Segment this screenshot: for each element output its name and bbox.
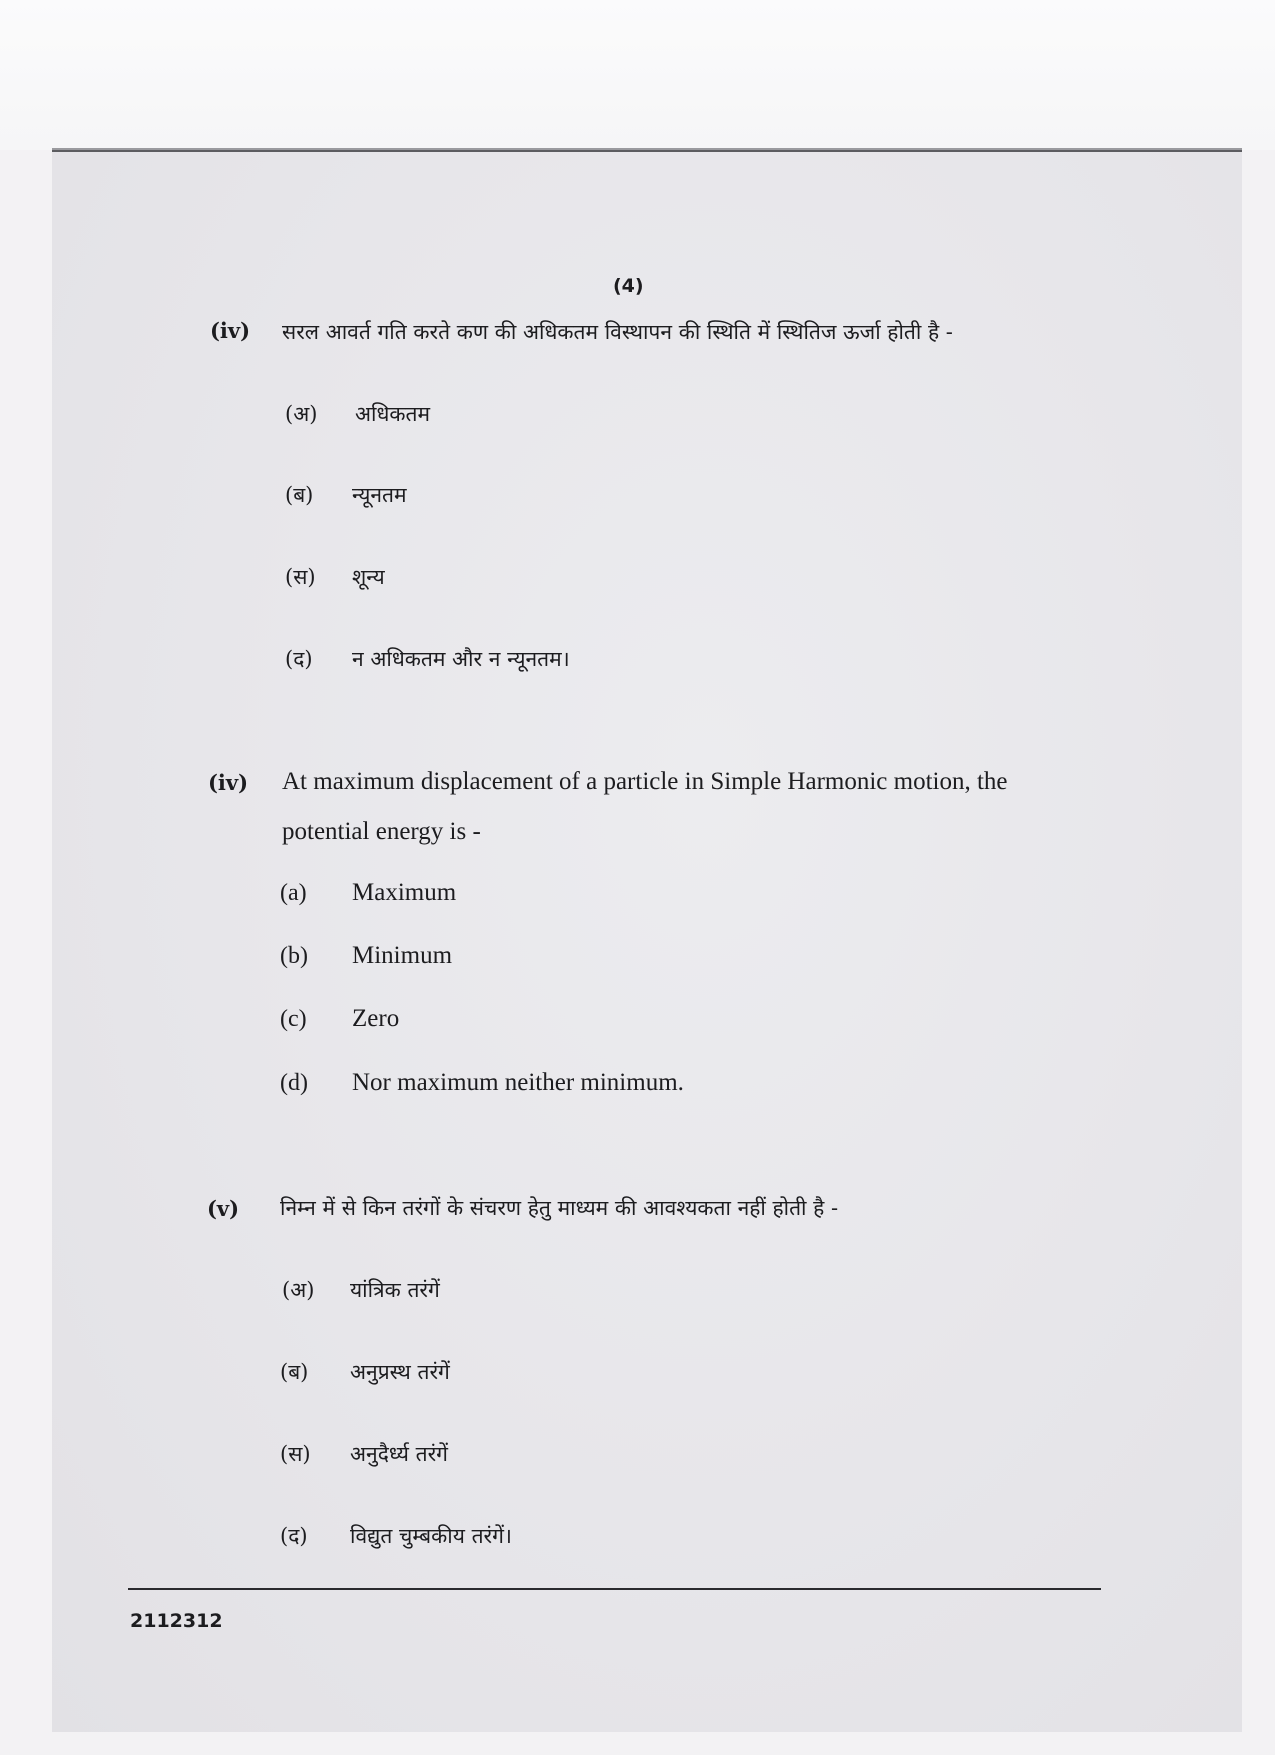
option-text: अनुदैर्ध्य तरंगें <box>350 1442 448 1466</box>
option-text: विद्युत चुम्बकीय तरंगें। <box>350 1524 512 1548</box>
option-label: (a) <box>280 880 307 906</box>
paper-code: 2112312 <box>130 1610 223 1632</box>
question-number: (iv) <box>210 318 251 343</box>
option-text: शून्य <box>352 565 385 589</box>
option-text: न्यूनतम <box>352 483 407 507</box>
option-label: (अ) <box>285 402 318 426</box>
question-number: (iv) <box>208 770 249 795</box>
option-label: (द) <box>285 647 313 671</box>
option-text: यांत्रिक तरंगें <box>350 1278 440 1302</box>
option-label: (अ) <box>282 1278 315 1302</box>
option-text: अधिकतम <box>355 402 431 426</box>
option-label: (d) <box>280 1070 308 1096</box>
option-label: (b) <box>280 943 308 969</box>
option-label: (स) <box>280 1442 311 1466</box>
scan-background <box>0 0 1275 150</box>
page-number: (4) <box>613 275 644 297</box>
option-label: (स) <box>285 565 316 589</box>
question-text-line: At maximum displacement of a particle in Simple Harmonic motion, the <box>282 768 1008 795</box>
footer-divider <box>128 1588 1101 1590</box>
option-label: (ब) <box>285 483 314 507</box>
exam-page <box>52 150 1242 1732</box>
option-text: Maximum <box>352 879 457 906</box>
option-text: Minimum <box>352 942 453 969</box>
option-label: (c) <box>280 1006 307 1032</box>
option-text: Zero <box>352 1005 400 1032</box>
question-number: (v) <box>207 1196 240 1221</box>
question-text-line: potential energy is - <box>282 818 481 845</box>
option-label: (द) <box>280 1524 308 1548</box>
option-label: (ब) <box>280 1360 309 1384</box>
question-text: सरल आवर्त गति करते कण की अधिकतम विस्थापन की स्थिति में स्थितिज ऊर्जा होती है - <box>282 320 953 344</box>
option-text: Nor maximum neither minimum. <box>352 1069 684 1096</box>
option-text: न अधिकतम और न न्यूनतम। <box>352 647 570 671</box>
option-text: अनुप्रस्थ तरंगें <box>350 1360 450 1384</box>
question-text: निम्न में से किन तरंगों के संचरण हेतु माध्यम की आवश्यकता नहीं होती है - <box>280 1196 839 1220</box>
